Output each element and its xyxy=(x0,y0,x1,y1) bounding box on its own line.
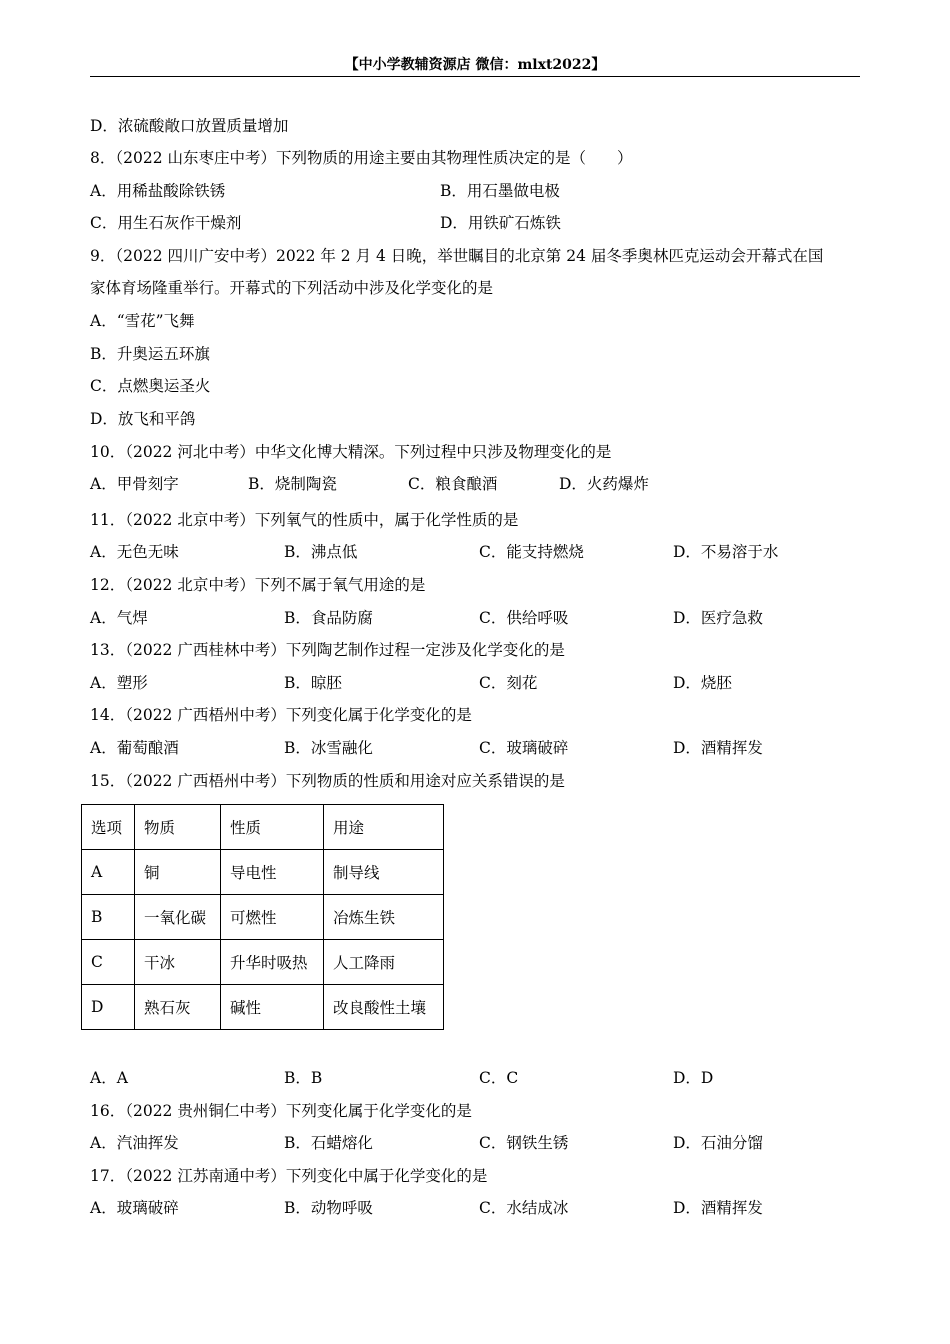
table-cell: 人工降雨 xyxy=(324,940,444,985)
header-rule xyxy=(90,76,860,77)
table-row xyxy=(82,850,444,895)
q7-option-d: D．浓硫酸敞口放置质量增加 xyxy=(90,117,289,135)
table-cell: 熟石灰 xyxy=(135,985,221,1030)
q14-option-a: A．葡萄酿酒 xyxy=(90,739,179,757)
table-cell: 碱性 xyxy=(221,985,324,1030)
q9-option-c: C．点燃奥运圣火 xyxy=(90,377,211,395)
q17-option-d: D．酒精挥发 xyxy=(673,1199,763,1217)
q10-option-b: B．烧制陶瓷 xyxy=(248,475,337,493)
q14-option-d: D．酒精挥发 xyxy=(673,739,763,757)
table-cell: 铜 xyxy=(135,850,221,895)
q9-option-b: B．升奥运五环旗 xyxy=(90,345,210,363)
q10-option-c: C．粮食酿酒 xyxy=(408,475,498,493)
q13-option-d: D．烧胚 xyxy=(673,674,732,692)
q16-option-b: B．石蜡熔化 xyxy=(284,1134,373,1152)
q17-option-c: C．水结成冰 xyxy=(479,1199,569,1217)
table-cell: D xyxy=(82,985,135,1030)
q11-option-d: D．不易溶于水 xyxy=(673,543,779,561)
q13-option-a: A．塑形 xyxy=(90,674,148,692)
q14-option-b: B．冰雪融化 xyxy=(284,739,373,757)
q16-option-c: C．钢铁生锈 xyxy=(479,1134,569,1152)
q8-option-c: C．用生石灰作干燥剂 xyxy=(90,214,242,232)
q8-stem: 8．（2022 山东枣庄中考）下列物质的用途主要由其物理性质决定的是（ ） xyxy=(90,149,633,167)
table-cell: 导电性 xyxy=(221,850,324,895)
q9-stem-line2: 家体育场隆重举行。开幕式的下列活动中涉及化学变化的是 xyxy=(90,279,494,297)
table-cell: B xyxy=(82,895,135,940)
q16-option-a: A．汽油挥发 xyxy=(90,1134,179,1152)
table-header-cell: 用途 xyxy=(324,805,444,850)
page-header: 【中小学教辅资源店 微信：mlxt2022】 xyxy=(344,57,606,73)
q12-stem: 12．（2022 北京中考）下列不属于氧气用途的是 xyxy=(90,576,426,594)
q16-option-d: D．石油分馏 xyxy=(673,1134,763,1152)
q17-option-b: B．动物呼吸 xyxy=(284,1199,373,1217)
q13-option-c: C．刻花 xyxy=(479,674,538,692)
table-row xyxy=(82,940,444,985)
q8-option-d: D．用铁矿石炼铁 xyxy=(440,214,561,232)
table-header-row xyxy=(82,805,444,850)
q11-stem: 11．（2022 北京中考）下列氧气的性质中，属于化学性质的是 xyxy=(90,511,519,529)
q9-stem-line1: 9．（2022 四川广安中考）2022 年 2 月 4 日晚，举世瞩目的北京第 24 届冬季奥林匹克运动会开幕式在国 xyxy=(90,247,824,265)
q17-stem: 17．（2022 江苏南通中考）下列变化中属于化学变化的是 xyxy=(90,1167,488,1185)
q11-option-b: B．沸点低 xyxy=(284,543,358,561)
q12-option-a: A．气焊 xyxy=(90,609,148,627)
q15-option-a: A．A xyxy=(90,1069,128,1087)
table-header-cell: 物质 xyxy=(135,805,221,850)
q13-option-b: B．晾胚 xyxy=(284,674,342,692)
q12-option-c: C．供给呼吸 xyxy=(479,609,569,627)
table-cell: 可燃性 xyxy=(221,895,324,940)
q14-stem: 14．（2022 广西梧州中考）下列变化属于化学变化的是 xyxy=(90,706,472,724)
q16-stem: 16．（2022 贵州铜仁中考）下列变化属于化学变化的是 xyxy=(90,1102,472,1120)
table-cell: 一氧化碳 xyxy=(135,895,221,940)
table-row xyxy=(82,895,444,940)
q11-option-c: C．能支持燃烧 xyxy=(479,543,584,561)
table-cell: A xyxy=(82,850,135,895)
table-cell: 改良酸性土壤 xyxy=(324,985,444,1030)
table-header-cell: 选项 xyxy=(82,805,135,850)
q12-option-b: B．食品防腐 xyxy=(284,609,373,627)
q10-option-a: A．甲骨刻字 xyxy=(90,475,179,493)
table-cell: 升华时吸热 xyxy=(221,940,324,985)
q9-option-d: D．放飞和平鸽 xyxy=(90,410,196,428)
table-cell: C xyxy=(82,940,135,985)
q11-option-a: A．无色无味 xyxy=(90,543,179,561)
q17-option-a: A．玻璃破碎 xyxy=(90,1199,179,1217)
q15-option-b: B．B xyxy=(284,1069,323,1087)
q15-table xyxy=(81,804,444,1030)
q8-option-b: B．用石墨做电极 xyxy=(440,182,560,200)
table-cell: 制导线 xyxy=(324,850,444,895)
q14-option-c: C．玻璃破碎 xyxy=(479,739,569,757)
q9-option-a: A．“雪花”飞舞 xyxy=(90,312,195,330)
q12-option-d: D．医疗急救 xyxy=(673,609,763,627)
q15-option-d: D．D xyxy=(673,1069,714,1087)
q8-option-a: A．用稀盐酸除铁锈 xyxy=(90,182,226,200)
q15-stem: 15．（2022 广西梧州中考）下列物质的性质和用途对应关系错误的是 xyxy=(90,772,565,790)
table-row xyxy=(82,985,444,1030)
q10-option-d: D．火药爆炸 xyxy=(559,475,649,493)
q10-stem: 10．（2022 河北中考）中华文化博大精深。下列过程中只涉及物理变化的是 xyxy=(90,443,612,461)
q13-stem: 13．（2022 广西桂林中考）下列陶艺制作过程一定涉及化学变化的是 xyxy=(90,641,565,659)
table-cell: 冶炼生铁 xyxy=(324,895,444,940)
q15-option-c: C．C xyxy=(479,1069,519,1087)
table-cell: 干冰 xyxy=(135,940,221,985)
table-header-cell: 性质 xyxy=(221,805,324,850)
